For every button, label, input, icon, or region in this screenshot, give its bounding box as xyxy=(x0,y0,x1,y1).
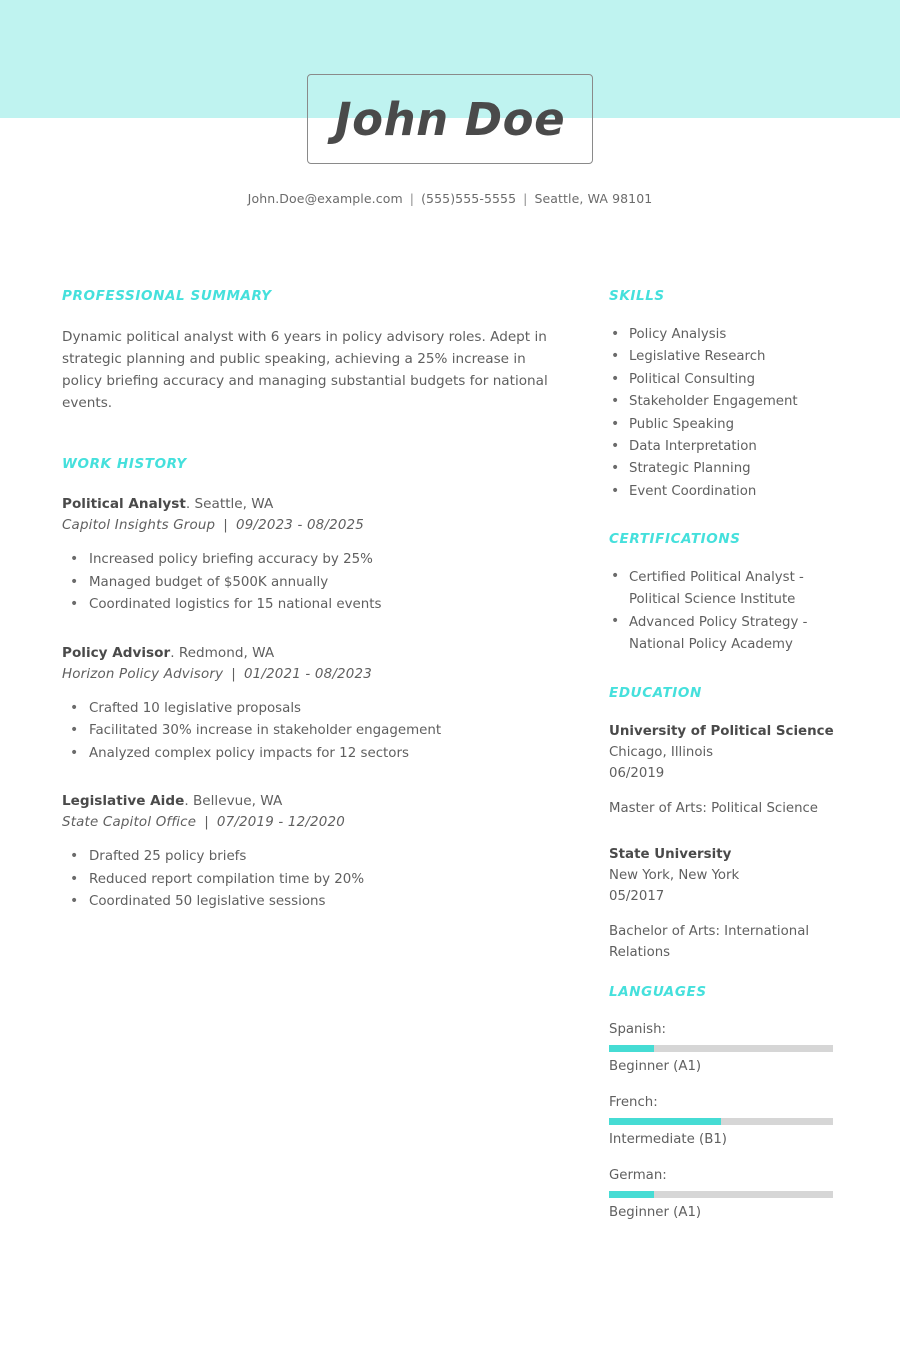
job-bullet: • Drafted 25 policy briefs xyxy=(62,846,562,869)
section-heading-work-history: WORK HISTORY xyxy=(62,456,187,472)
skill-item: • Stakeholder Engagement xyxy=(609,391,849,413)
skill-item: • Public Speaking xyxy=(609,414,849,436)
language-level: Beginner (A1) xyxy=(609,1058,702,1074)
job-entry xyxy=(62,494,562,617)
section-heading-education: EDUCATION xyxy=(609,685,702,702)
language-proficiency-bar xyxy=(609,1118,833,1125)
job-company: State Capitol Office xyxy=(62,815,197,830)
job-separator: | xyxy=(204,815,209,830)
section-heading-summary: PROFESSIONAL SUMMARY xyxy=(62,288,272,304)
job-dates: 09/2023 - 08/2025 xyxy=(235,518,364,533)
job-company-line xyxy=(62,812,562,834)
language-proficiency-bar xyxy=(609,1045,833,1052)
job-bullet-list xyxy=(62,549,562,617)
language-entry xyxy=(609,1166,849,1223)
language-proficiency-fill xyxy=(609,1045,654,1052)
education-date: 06/2019 xyxy=(609,766,665,782)
job-company-line xyxy=(62,664,562,686)
education-school: University of Political Science xyxy=(609,724,834,740)
education-location: Chicago, Illinois xyxy=(609,745,714,761)
section-heading-skills: SKILLS xyxy=(609,288,665,304)
contact-email: John.Doe@example.com xyxy=(247,191,403,206)
language-level: Beginner (A1) xyxy=(609,1204,702,1220)
contact-separator-2: | xyxy=(523,191,528,206)
certification-item: • Advanced Policy Strategy - National Policy Academy xyxy=(609,612,849,655)
name-box xyxy=(307,74,593,164)
contact-line xyxy=(0,191,900,206)
section-languages xyxy=(609,984,849,1223)
job-list xyxy=(62,494,562,914)
education-school: State University xyxy=(609,846,732,862)
contact-separator-1: | xyxy=(409,191,415,206)
right-column xyxy=(609,288,849,1239)
language-entry xyxy=(609,1020,849,1077)
job-bullet: • Coordinated logistics for 15 national events xyxy=(62,594,562,617)
section-heading-languages: LANGUAGES xyxy=(609,983,707,1000)
certifications-list xyxy=(609,567,849,655)
skills-list xyxy=(609,324,849,503)
job-title: Political Analyst xyxy=(62,496,186,512)
job-company: Capitol Insights Group xyxy=(62,518,216,533)
job-bullet: • Reduced report compilation time by 20% xyxy=(62,869,562,892)
education-entry xyxy=(609,721,849,820)
page-title: John Doe xyxy=(334,92,566,146)
contact-location: Seattle, WA 98101 xyxy=(534,191,653,206)
job-location: Redmond, WA xyxy=(178,644,275,661)
contact-phone: (555)555-5555 xyxy=(421,191,517,206)
languages-list xyxy=(609,1020,849,1223)
section-skills xyxy=(609,288,849,503)
job-bullet: • Managed budget of $500K annually xyxy=(62,572,562,595)
job-location: Bellevue, WA xyxy=(192,793,283,809)
section-certifications xyxy=(609,531,849,655)
job-bullet: • Increased policy briefing accuracy by 25% xyxy=(62,549,562,572)
job-bullet-list xyxy=(62,698,562,766)
skill-item: • Legislative Research xyxy=(609,346,849,368)
section-heading-certifications: CERTIFICATIONS xyxy=(609,531,741,548)
certification-item: • Certified Political Analyst - Political Science Institute xyxy=(609,567,849,610)
education-date: 05/2017 xyxy=(609,888,665,904)
education-degree: Master of Arts: Political Science xyxy=(609,801,818,817)
job-company: Horizon Policy Advisory xyxy=(62,666,224,682)
job-dates: 07/2019 - 12/2020 xyxy=(216,815,345,830)
skill-item: • Political Consulting xyxy=(609,369,849,391)
language-level: Intermediate (B1) xyxy=(609,1131,727,1147)
skill-item: • Data Interpretation xyxy=(609,436,849,458)
job-title-line: Policy Advisor. Redmond, WA xyxy=(62,644,275,661)
language-name: Spanish: xyxy=(609,1021,666,1037)
summary-text: Dynamic political analyst with 6 years in policy advisory roles. Adept in strategic planning and public speaking, achieving a 25% increase in policy briefing accuracy and managing substantial budgets for national events. xyxy=(62,329,548,411)
section-education xyxy=(609,685,849,964)
skill-item: • Event Coordination xyxy=(609,481,849,503)
job-bullet: • Facilitated 30% increase in stakeholder engagement xyxy=(62,720,562,743)
job-bullet: • Crafted 10 legislative proposals xyxy=(62,698,562,721)
job-bullet: • Coordinated 50 legislative sessions xyxy=(62,891,562,914)
language-proficiency-fill xyxy=(609,1191,654,1198)
job-bullet-list xyxy=(62,846,562,914)
job-company-line xyxy=(62,515,562,537)
section-professional-summary xyxy=(62,288,562,414)
job-bullet: • Analyzed complex policy impacts for 12 sectors xyxy=(62,743,562,766)
job-dates: 01/2021 - 08/2023 xyxy=(243,666,372,682)
job-title-line: Legislative Aide. Bellevue, WA xyxy=(62,793,283,809)
job-title: Legislative Aide xyxy=(62,793,185,809)
section-work-history xyxy=(62,456,562,914)
job-separator: | xyxy=(231,666,236,682)
job-entry xyxy=(62,643,562,766)
language-entry xyxy=(609,1093,849,1150)
job-title: Policy Advisor xyxy=(62,644,171,661)
language-proficiency-bar xyxy=(609,1191,833,1198)
education-location: New York, New York xyxy=(609,867,740,883)
language-name: French: xyxy=(609,1094,658,1110)
education-entry xyxy=(609,844,849,964)
education-list xyxy=(609,721,849,964)
skill-item: • Strategic Planning xyxy=(609,458,849,480)
language-name: German: xyxy=(609,1167,667,1183)
skill-item: • Policy Analysis xyxy=(609,324,849,346)
job-entry xyxy=(62,791,562,914)
left-column xyxy=(62,288,562,914)
job-location: Seattle, WA xyxy=(194,496,274,512)
language-proficiency-fill xyxy=(609,1118,721,1125)
job-separator: | xyxy=(223,518,228,533)
job-title-line: Political Analyst. Seattle, WA xyxy=(62,496,274,512)
education-degree: Bachelor of Arts: International Relations xyxy=(609,923,810,961)
